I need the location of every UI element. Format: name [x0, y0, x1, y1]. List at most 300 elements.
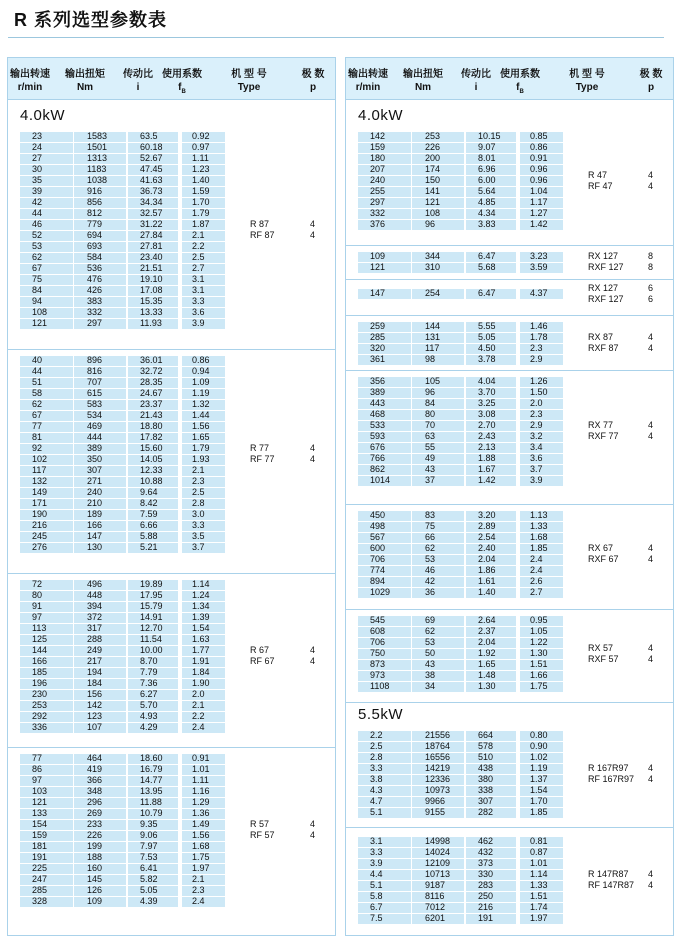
row-shading	[20, 776, 73, 786]
header-unit	[557, 82, 617, 93]
table-cell: 366	[87, 775, 103, 785]
table-cell: 226	[87, 830, 103, 840]
table-cell: 27.84	[140, 230, 163, 240]
table-cell: 1.56	[192, 421, 210, 431]
table-cell: 23.37	[140, 399, 163, 409]
row-shading	[358, 753, 411, 763]
table-cell: 3.59	[530, 262, 548, 272]
table-cell: 1.22	[530, 637, 548, 647]
table-cell: 132	[32, 476, 48, 486]
table-cell: 207	[370, 164, 386, 174]
table-cell: 3.5	[192, 531, 205, 541]
table-row	[346, 891, 673, 902]
table-row	[8, 656, 335, 667]
row-shading	[358, 903, 411, 913]
table-cell: 2.37	[478, 626, 496, 636]
table-row	[8, 885, 335, 896]
table-row	[8, 274, 335, 285]
table-cell: 0.86	[530, 142, 548, 152]
table-cell: 249	[87, 645, 103, 655]
table-cell: 62	[32, 252, 43, 262]
table-cell: 1029	[370, 587, 391, 597]
table-cell: 35	[32, 175, 43, 185]
table-row	[8, 465, 335, 476]
header-unit-text: f	[516, 82, 520, 93]
table-block	[346, 279, 673, 316]
table-cell: 1.88	[478, 453, 496, 463]
table-cell: 1.68	[530, 532, 548, 542]
table-cell: 75	[32, 274, 43, 284]
table-cell: 1.30	[478, 681, 496, 691]
table-row	[346, 251, 673, 262]
table-cell: 2.3	[530, 343, 543, 353]
table-cell: 1.79	[192, 208, 210, 218]
table-cell: 77	[32, 421, 43, 431]
table-cell: 317	[87, 623, 103, 633]
pole-count: 4	[310, 645, 316, 655]
table-cell: 23	[32, 131, 43, 141]
table-cell: 109	[87, 896, 103, 906]
table-cell: 84	[425, 398, 436, 408]
pole-count: 6	[648, 282, 654, 293]
table-cell: 247	[32, 874, 48, 884]
machine-type: R 147R87	[588, 869, 629, 879]
table-cell: 133	[32, 808, 48, 818]
table-row	[8, 410, 335, 421]
table-row	[346, 376, 673, 387]
row-shading	[358, 859, 411, 869]
table-cell: 217	[87, 656, 103, 666]
table-cell: 16.79	[140, 764, 163, 774]
table-cell: 18.80	[140, 421, 163, 431]
table-cell: 77	[32, 753, 43, 763]
table-cell: 1.97	[530, 913, 548, 923]
row-shading	[358, 808, 411, 818]
table-row	[346, 752, 673, 763]
table-row	[8, 520, 335, 531]
table-cell: 1583	[87, 131, 108, 141]
header-label: 输出转速	[348, 69, 388, 80]
header-label: 输出转速	[10, 69, 50, 80]
table-cell: 240	[370, 175, 386, 185]
machine-type: RX 87	[588, 332, 614, 342]
table-cell: 389	[87, 443, 103, 453]
row-shading	[412, 421, 464, 431]
pole-count: 4	[648, 420, 654, 430]
table-cell: 145	[87, 874, 103, 884]
table-cell: 13.33	[140, 307, 163, 317]
table-row	[346, 431, 673, 442]
table-cell: 3.25	[478, 398, 496, 408]
table-cell: 1.14	[530, 869, 548, 879]
table-cell: 80	[32, 590, 43, 600]
table-cell: 973	[370, 670, 386, 680]
table-cell: 1.65	[478, 659, 496, 669]
table-cell: 348	[87, 786, 103, 796]
table-cell: 1.49	[192, 819, 210, 829]
table-cell: 123	[87, 711, 103, 721]
header-label: 极 数	[301, 69, 325, 80]
table-cell: 1.44	[192, 410, 210, 420]
table-cell: 774	[370, 565, 386, 575]
table-cell: 3.20	[478, 510, 496, 520]
table-row	[8, 634, 335, 645]
power-rating: 4.0kW	[358, 107, 404, 124]
row-shading	[412, 627, 464, 637]
table-cell: 1183	[87, 164, 107, 174]
table-cell: 664	[478, 730, 494, 740]
table-cell: 1313	[87, 153, 108, 163]
table-row	[346, 730, 673, 741]
table-cell: 1.42	[530, 219, 548, 229]
pole-count: 4	[648, 880, 654, 890]
table-cell: 16556	[425, 752, 451, 762]
table-cell: 6.27	[140, 689, 158, 699]
table-cell: 97	[32, 775, 43, 785]
table-cell: 419	[87, 764, 103, 774]
pole-count: 4	[648, 642, 654, 653]
table-row	[8, 388, 335, 399]
table-cell: 3.0	[192, 509, 205, 519]
table-cell: 171	[32, 498, 48, 508]
table-cell: 24	[32, 142, 43, 152]
machine-type: R 167R97	[588, 763, 629, 773]
header-label: 使用系数	[162, 69, 202, 80]
header-unit-text: r/min	[355, 82, 381, 93]
machine-type: RXF 127	[588, 293, 624, 304]
table-cell: 350	[87, 454, 103, 464]
row-shading	[412, 577, 464, 587]
table-cell: 4.37	[530, 288, 548, 298]
row-shading	[20, 411, 73, 421]
row-shading	[358, 837, 411, 847]
table-row	[8, 175, 335, 186]
table-cell: 0.90	[530, 741, 548, 751]
table-row	[8, 421, 335, 432]
machine-type: R 77	[250, 443, 270, 453]
table-cell: 2.43	[478, 431, 496, 441]
table-cell: 21.43	[140, 410, 163, 420]
table-cell: 1.86	[478, 565, 496, 575]
row-shading	[412, 410, 464, 420]
table-cell: 285	[370, 332, 386, 342]
table-cell: 6.00	[478, 175, 496, 185]
table-row	[346, 409, 673, 420]
table-header	[346, 58, 673, 99]
table-cell: 84	[32, 285, 43, 295]
table-row	[346, 902, 673, 913]
row-shading	[412, 616, 464, 626]
table-cell: 1.32	[192, 399, 210, 409]
table-cell: 199	[87, 841, 103, 851]
table-cell: 1.23	[192, 164, 210, 174]
table-cell: 3.7	[192, 542, 205, 552]
table-cell: 81	[32, 432, 43, 442]
table-cell: 3.9	[192, 318, 205, 328]
table-row	[346, 219, 673, 230]
table-cell: 336	[32, 722, 48, 732]
table-cell: 0.80	[530, 730, 548, 740]
row-shading	[20, 378, 73, 388]
row-shading	[358, 731, 411, 741]
table-cell: 28.35	[140, 377, 163, 387]
table-cell: 11.54	[140, 634, 162, 644]
table-cell: 3.9	[530, 475, 543, 485]
table-cell: 7.97	[140, 841, 158, 851]
table-cell: 330	[478, 869, 494, 879]
table-cell: 1.39	[192, 612, 210, 622]
table-cell: 2.3	[192, 885, 205, 895]
table-row	[346, 332, 673, 343]
pole-count: 4	[310, 656, 316, 666]
table-cell: 1.56	[192, 830, 210, 840]
table-cell: 1.97	[192, 863, 210, 873]
table-cell: 320	[370, 343, 386, 353]
table-cell: 4.3	[370, 785, 383, 795]
table-row	[8, 241, 335, 252]
table-cell: 5.82	[140, 874, 158, 884]
table-cell: 310	[425, 262, 441, 272]
row-shading	[412, 399, 464, 409]
table-row	[8, 786, 335, 797]
table-row	[346, 175, 673, 186]
table-cell: 3.3	[370, 763, 383, 773]
table-cell: 3.1	[370, 836, 383, 846]
table-cell: 1.92	[478, 648, 496, 658]
table-cell: 121	[32, 797, 48, 807]
header-label: 输出扭矩	[403, 69, 443, 80]
table-cell: 6201	[425, 913, 446, 923]
pole-count: 4	[648, 653, 654, 664]
row-shading	[20, 754, 73, 764]
table-row	[8, 399, 335, 410]
table-cell: 332	[87, 307, 103, 317]
table-row	[346, 741, 673, 752]
table-row	[346, 521, 673, 532]
table-cell: 185	[32, 667, 48, 677]
table-cell: 2.4	[192, 722, 205, 732]
table-cell: 3.78	[478, 354, 496, 364]
table-block	[346, 315, 673, 371]
table-cell: 856	[87, 197, 103, 207]
table-cell: 181	[32, 841, 48, 851]
table-cell: 1.61	[478, 576, 496, 586]
table-cell: 1.50	[530, 387, 548, 397]
table-cell: 17.82	[140, 432, 163, 442]
table-cell: 184	[87, 678, 103, 688]
row-shading	[358, 775, 411, 785]
table-cell: 51	[32, 377, 43, 387]
table-cell: 49	[425, 453, 436, 463]
pole-count: 4	[310, 443, 316, 453]
table-cell: 1.16	[192, 786, 210, 796]
table-cell: 896	[87, 355, 103, 365]
table-cell: 2.7	[530, 587, 543, 597]
table-cell: 766	[370, 453, 386, 463]
header-unit-text: p	[647, 82, 655, 93]
table-cell: 1014	[370, 475, 391, 485]
table-row	[8, 509, 335, 520]
machine-type: RF 87	[250, 230, 275, 240]
table-row	[8, 579, 335, 590]
table-cell: 39	[32, 186, 43, 196]
table-row	[8, 678, 335, 689]
table-cell: 812	[87, 208, 103, 218]
table-row	[8, 841, 335, 852]
table-cell: 1.26	[530, 376, 548, 386]
table-cell: 233	[87, 819, 103, 829]
table-cell: 6.47	[478, 251, 496, 261]
table-cell: 3.3	[370, 847, 383, 857]
table-cell: 7.36	[140, 678, 158, 688]
machine-type: R 57	[250, 819, 270, 829]
table-row	[8, 896, 335, 907]
table-row	[346, 565, 673, 576]
table-row	[8, 263, 335, 274]
table-cell: 5.70	[140, 700, 158, 710]
table-cell: 10.79	[140, 808, 163, 818]
table-row	[8, 285, 335, 296]
table-row	[8, 318, 335, 329]
table-cell: 159	[32, 830, 48, 840]
table-cell: 121	[32, 318, 48, 328]
table-cell: 276	[32, 542, 48, 552]
table-row	[8, 667, 335, 678]
table-cell: 2.70	[478, 420, 496, 430]
table-cell: 43	[425, 464, 436, 474]
table-cell: 1.13	[530, 510, 548, 520]
table-cell: 1.29	[192, 797, 210, 807]
machine-type: RXF 87	[588, 343, 619, 353]
table-row	[346, 681, 673, 692]
row-shading	[412, 511, 464, 521]
table-cell: 894	[370, 576, 386, 586]
table-cell: 15.35	[140, 296, 163, 306]
row-shading	[412, 476, 464, 486]
table-block	[346, 504, 673, 610]
table-cell: 58	[32, 388, 43, 398]
table-cell: 288	[87, 634, 103, 644]
table-row	[346, 153, 673, 164]
table-cell: 9.07	[478, 142, 496, 152]
power-rating: 5.5kW	[358, 706, 404, 723]
table-cell: 356	[370, 376, 386, 386]
table-cell: 149	[32, 487, 48, 497]
table-cell: 2.54	[478, 532, 496, 542]
table-cell: 36.73	[140, 186, 163, 196]
header-unit-subscript: B	[181, 89, 186, 95]
table-cell: 873	[370, 659, 386, 669]
table-cell: 63	[425, 431, 436, 441]
table-cell: 102	[32, 454, 48, 464]
table-cell: 70	[425, 420, 436, 430]
table-cell: 269	[87, 808, 103, 818]
table-cell: 147	[87, 531, 103, 541]
table-cell: 117	[32, 465, 47, 475]
table-cell: 2.2	[370, 730, 383, 740]
row-shading	[20, 433, 73, 443]
table-cell: 1.33	[530, 880, 548, 890]
table-cell: 4.93	[140, 711, 158, 721]
table-cell: 376	[370, 219, 386, 229]
row-shading	[412, 660, 464, 670]
table-cell: 533	[370, 420, 386, 430]
table-cell: 297	[87, 318, 103, 328]
table-cell: 107	[87, 722, 103, 732]
table-cell: 1.11	[192, 153, 209, 163]
table-cell: 7.79	[140, 667, 158, 677]
table-cell: 1.68	[192, 841, 210, 851]
table-cell: 44	[32, 366, 43, 376]
table-cell: 15.60	[140, 443, 163, 453]
machine-type: RX 127	[588, 282, 619, 293]
table-row	[8, 377, 335, 388]
table-row	[346, 836, 673, 847]
row-shading	[20, 132, 73, 142]
table-row	[8, 252, 335, 263]
row-shading	[412, 388, 464, 398]
table-cell: 1.54	[530, 785, 548, 795]
table-cell: 285	[32, 885, 48, 895]
table-cell: 4.50	[478, 343, 496, 353]
table-cell: 2.04	[478, 637, 496, 647]
table-row	[8, 197, 335, 208]
header-label: 机 型 号	[231, 69, 267, 80]
table-cell: 444	[87, 432, 103, 442]
table-cell: 1.91	[192, 656, 210, 666]
machine-type: RF 167R97	[588, 774, 635, 784]
table-cell: 296	[87, 797, 103, 807]
table-cell: 750	[370, 648, 386, 658]
pole-count: 8	[648, 251, 654, 261]
table-cell: 14.77	[140, 775, 163, 785]
table-cell: 42	[32, 197, 43, 207]
table-cell: 3.6	[530, 453, 543, 463]
table-cell: 245	[32, 531, 48, 541]
table-cell: 1.17	[530, 197, 548, 207]
row-shading	[358, 764, 411, 774]
table-cell: 160	[87, 863, 103, 873]
table-row	[8, 590, 335, 601]
table-row	[8, 432, 335, 443]
table-cell: 14998	[425, 836, 451, 846]
table-cell: 0.85	[530, 131, 548, 141]
row-shading	[358, 742, 411, 752]
table-block	[346, 370, 673, 505]
header-unit-text: Type	[237, 82, 261, 93]
table-cell: 255	[370, 186, 386, 196]
table-row	[8, 454, 335, 465]
row-shading	[20, 466, 73, 476]
machine-type: R 67	[250, 645, 270, 655]
row-shading	[20, 297, 73, 307]
table-cell: 19.89	[140, 579, 163, 589]
table-cell: 10713	[425, 869, 451, 879]
pole-count: 4	[648, 169, 654, 180]
table-cell: 1.51	[530, 891, 548, 901]
table-cell: 62	[32, 399, 43, 409]
table-cell: 30	[32, 164, 43, 174]
table-cell: 253	[425, 131, 441, 141]
table-row	[346, 670, 673, 681]
table-cell: 1108	[370, 681, 390, 691]
table-cell: 7.59	[140, 509, 158, 519]
table-cell: 2.5	[192, 487, 205, 497]
table-cell: 230	[32, 689, 48, 699]
header-unit	[345, 82, 398, 93]
row-shading	[20, 231, 73, 241]
table-cell: 94	[32, 296, 43, 306]
